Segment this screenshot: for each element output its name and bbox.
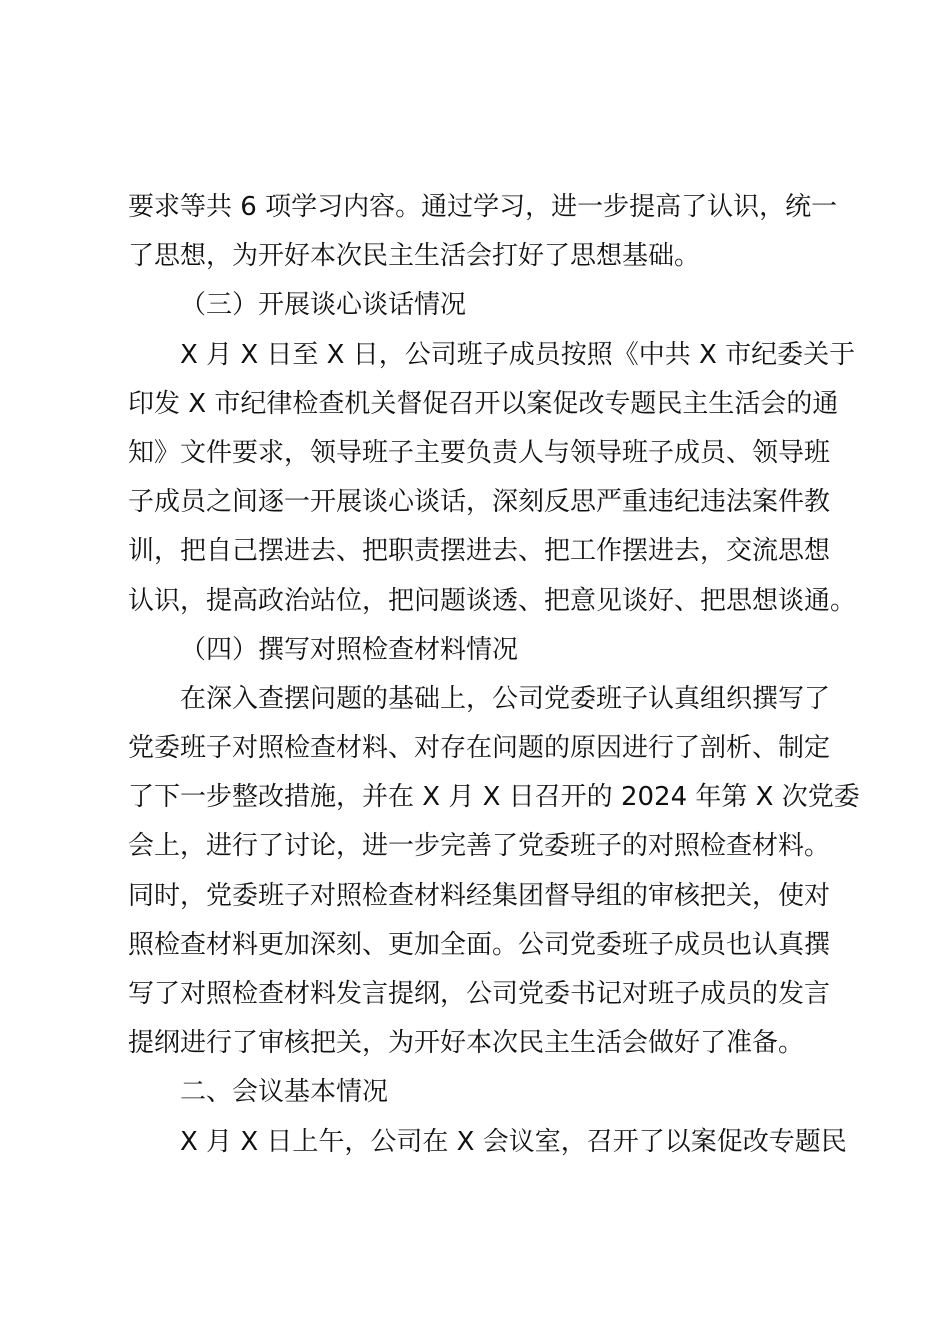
paragraph-line: 党委班子对照检查材料、对存在问题的原因进行了剖析、制定 bbox=[128, 733, 831, 764]
paragraph-line: 会上，进行了讨论，进一步完善了党委班子的对照检查材料。 bbox=[128, 831, 831, 862]
paragraph-line: 要求等共 6 项学习内容。通过学习，进一步提高了认识，统一 bbox=[128, 192, 838, 222]
paragraph-line: 照检查材料更加深刻、更加全面。公司党委班子成员也认真撰 bbox=[128, 929, 831, 960]
document-body bbox=[128, 183, 860, 1167]
paragraph-line: 知》文件要求，领导班子主要负责人与领导班子成员、领导班 bbox=[128, 437, 831, 468]
paragraph-line: 提纲进行了审核把关，为开好本次民主生活会做好了准备。 bbox=[128, 1028, 805, 1059]
paragraph-line: 写了对照检查材料发言提纲，公司党委书记对班子成员的发言 bbox=[128, 979, 831, 1009]
paragraph-line: 印发 X 市纪律检查机关督促召开以案促改专题民主生活会的通 bbox=[128, 388, 839, 419]
paragraph-line: 认识，提高政治站位，把问题谈透、把意见谈好、把思想谈通。 bbox=[128, 585, 857, 616]
section-heading-2: 二、会议基本情况 bbox=[180, 1077, 389, 1108]
section-heading-3: （三）开展谈心谈话情况 bbox=[180, 290, 467, 321]
paragraph-line: 了下一步整改措施，并在 X 月 X 日召开的 2024 年第 X 次党委 bbox=[128, 782, 860, 813]
paragraph-line: 同时，党委班子对照检查材料经集团督导组的审核把关，使对 bbox=[128, 880, 831, 911]
paragraph-line: 子成员之间逐一开展谈心谈话，深刻反思严重违纪违法案件教 bbox=[128, 487, 831, 518]
section-heading-4: （四）撰写对照检查材料情况 bbox=[180, 634, 519, 665]
paragraph-line: X 月 X 日上午，公司在 X 会议室，召开了以案促改专题民 bbox=[180, 1126, 847, 1157]
paragraph-line: X 月 X 日至 X 日，公司班子成员按照《中共 X 市纪委关于 bbox=[180, 339, 856, 370]
paragraph-line: 在深入查摆问题的基础上，公司党委班子认真组织撰写了 bbox=[180, 683, 831, 714]
paragraph-line: 了思想，为开好本次民主生活会打好了思想基础。 bbox=[128, 241, 701, 272]
paragraph-line: 训，把自己摆进去、把职责摆进去、把工作摆进去，交流思想 bbox=[128, 536, 831, 567]
